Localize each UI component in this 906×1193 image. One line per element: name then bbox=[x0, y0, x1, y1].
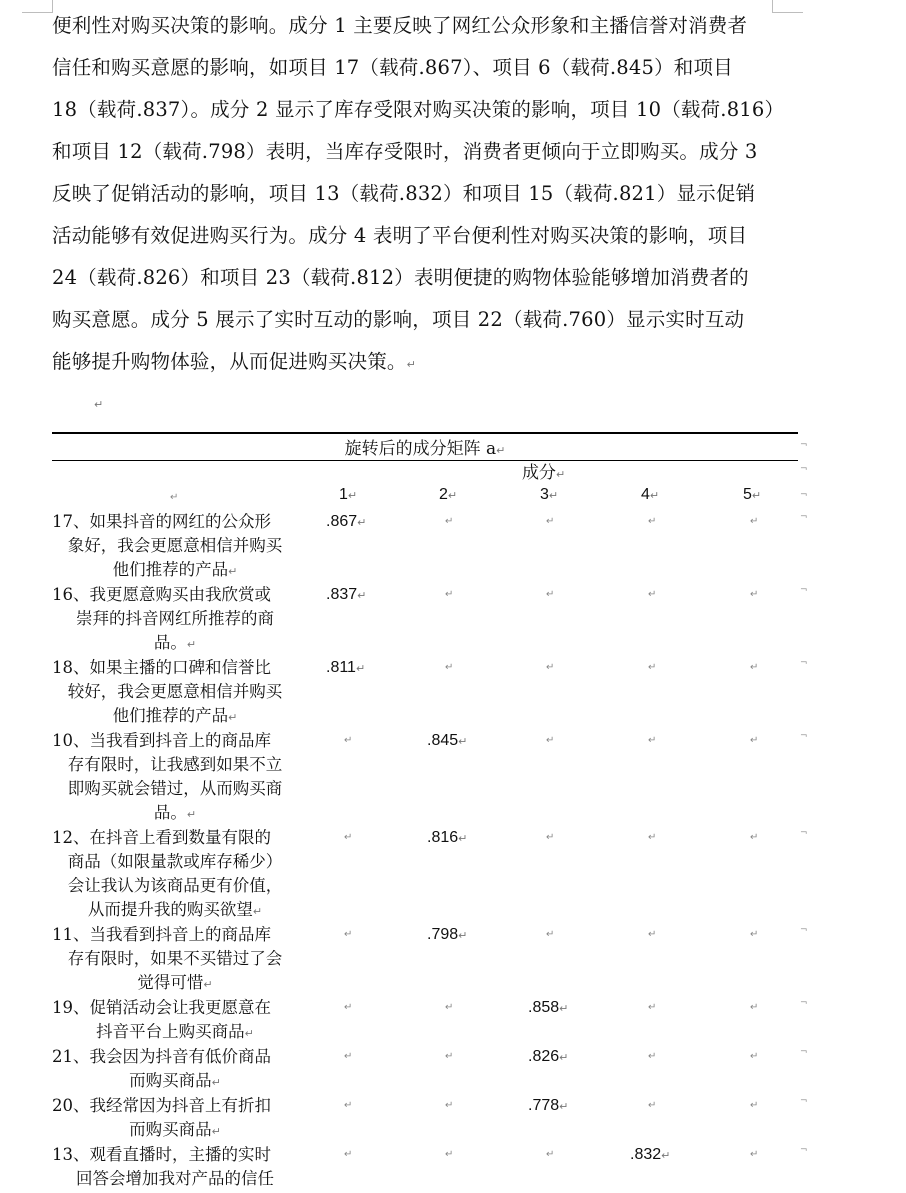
row-label bbox=[52, 923, 298, 997]
row-label-line: 21、我会因为抖音有低价商品 bbox=[52, 1047, 271, 1066]
paragraph-line: 购买意愿。成分 5 展示了实时互动的影响，项目 22（载荷.760）显示实时互动 bbox=[52, 308, 745, 331]
row-label bbox=[52, 826, 298, 924]
row-end-marker: ¬ bbox=[800, 658, 808, 668]
row-label-line: 商品（如限量款或库存稀少） bbox=[67, 852, 283, 871]
row-label bbox=[52, 583, 298, 657]
empty-cell-mark: ↵ bbox=[344, 735, 353, 746]
row-label bbox=[52, 1143, 298, 1191]
title-return-mark: ↵ bbox=[496, 444, 506, 457]
row-label-line: 觉得可惜↵ bbox=[137, 973, 213, 992]
table-row bbox=[52, 996, 808, 1044]
paragraph-return-mark: ↵ bbox=[406, 358, 417, 371]
empty-cell-mark: ↵ bbox=[750, 929, 759, 940]
paragraph-line: 18（载荷.837）。成分 2 显示了库存受限对购买决策的影响，项目 10（载荷.816） bbox=[52, 98, 785, 121]
table-row bbox=[52, 729, 808, 825]
row-label-line: 会让我认为该商品更有价值， bbox=[67, 876, 283, 895]
row-label-line: 存有限时，让我感到如果不立 bbox=[67, 755, 283, 774]
row-label-line: 他们推荐的产品↵ bbox=[112, 706, 238, 725]
column-header-1: 1↵ bbox=[339, 486, 358, 503]
loading-value: .811↵ bbox=[326, 659, 366, 676]
row-label-line: 品。↵ bbox=[153, 633, 197, 652]
row-label-line: 19、促销活动会让我更愿意在 bbox=[52, 998, 271, 1017]
row-label bbox=[52, 510, 298, 584]
empty-cell-mark: ↵ bbox=[648, 589, 657, 600]
row-label-line: 13、观看直播时，主播的实时 bbox=[52, 1145, 271, 1164]
empty-cell-mark: ↵ bbox=[546, 1149, 555, 1160]
row-end-marker: ¬ bbox=[800, 1145, 808, 1155]
empty-cell-mark: ↵ bbox=[648, 929, 657, 940]
row-end-marker: ¬ bbox=[800, 464, 808, 474]
row-label bbox=[52, 656, 298, 730]
row-end-marker: ¬ bbox=[800, 1096, 808, 1106]
row-label-line: 16、我更愿意购买由我欣赏或 bbox=[52, 585, 271, 604]
row-label-line: 而购买商品↵ bbox=[129, 1120, 221, 1139]
row-label bbox=[52, 1045, 298, 1095]
column-header-5: 5↵ bbox=[743, 486, 762, 503]
empty-cell-mark: ↵ bbox=[344, 1100, 353, 1111]
row-end-marker: ¬ bbox=[800, 440, 808, 450]
table-title-text: 旋转后的成分矩阵 a bbox=[344, 439, 497, 459]
loading-value: .837↵ bbox=[326, 586, 367, 603]
table-title-rule bbox=[52, 460, 798, 461]
row-end-marker: ¬ bbox=[800, 925, 808, 935]
row-label-line: 品。↵ bbox=[153, 803, 197, 822]
paragraph-text: 能够提升购物体验，从而促进购买决策。 bbox=[52, 350, 407, 373]
empty-cell-mark: ↵ bbox=[344, 832, 353, 843]
table-top-rule bbox=[52, 432, 798, 434]
empty-cell-mark: ↵ bbox=[546, 589, 555, 600]
header-return-mark: ↵ bbox=[556, 468, 566, 481]
table-row bbox=[52, 510, 808, 582]
table-row bbox=[52, 1045, 808, 1093]
row-end-marker: ¬ bbox=[800, 490, 808, 500]
empty-cell-mark: ↵ bbox=[648, 832, 657, 843]
empty-cell-mark: ↵ bbox=[344, 1051, 353, 1062]
column-header-4: 4↵ bbox=[641, 486, 660, 503]
row-label-line: 11、当我看到抖音上的商品库 bbox=[52, 925, 271, 944]
empty-cell-mark: ↵ bbox=[445, 662, 454, 673]
row-label-line: 抖音平台上购买商品↵ bbox=[96, 1022, 254, 1041]
empty-cell-mark: ↵ bbox=[445, 589, 454, 600]
row-end-marker: ¬ bbox=[800, 585, 808, 595]
empty-cell-mark: ↵ bbox=[750, 832, 759, 843]
row-label-line: 10、当我看到抖音上的商品库 bbox=[52, 731, 271, 750]
loading-value: .845↵ bbox=[427, 732, 468, 749]
row-label-line: 较好，我会更愿意相信并购买 bbox=[67, 682, 283, 701]
empty-cell-mark: ↵ bbox=[546, 735, 555, 746]
component-group-header bbox=[522, 462, 565, 486]
row-end-marker: ¬ bbox=[800, 998, 808, 1008]
row-label-line: 象好，我会更愿意相信并购买 bbox=[67, 536, 283, 555]
body-paragraph bbox=[52, 6, 802, 384]
row-end-marker: ¬ bbox=[800, 731, 808, 741]
table-row bbox=[52, 923, 808, 995]
empty-cell-mark: ↵ bbox=[546, 929, 555, 940]
empty-cell-mark: ↵ bbox=[546, 832, 555, 843]
row-label-line: 20、我经常因为抖音上有折扣 bbox=[52, 1096, 271, 1115]
empty-cell-mark: ↵ bbox=[750, 1002, 759, 1013]
empty-cell-mark: ↵ bbox=[648, 1051, 657, 1062]
loading-value: .832↵ bbox=[630, 1146, 671, 1163]
empty-cell-mark: ↵ bbox=[445, 1051, 454, 1062]
paragraph-line: 活动能够有效促进购买行为。成分 4 表明了平台便利性对购买决策的影响，项目 bbox=[52, 224, 748, 247]
loading-value: .778↵ bbox=[528, 1097, 569, 1114]
empty-cell-mark: ↵ bbox=[546, 516, 555, 527]
empty-cell-mark: ↵ bbox=[750, 516, 759, 527]
table-row bbox=[52, 1094, 808, 1142]
empty-header-cell-mark: ↵ bbox=[170, 492, 179, 503]
loading-value: .858↵ bbox=[528, 999, 569, 1016]
crop-mark-left bbox=[22, 0, 53, 13]
row-label-line: 从而提升我的购买欲望↵ bbox=[87, 900, 263, 919]
table-row bbox=[52, 1143, 808, 1191]
paragraph-line: 信任和购买意愿的影响，如项目 17（载荷.867）、项目 6（载荷.845）和项目 bbox=[52, 56, 733, 79]
table-title bbox=[52, 438, 798, 462]
row-label-line: 17、如果抖音的网红的公众形 bbox=[52, 512, 271, 531]
empty-cell-mark: ↵ bbox=[750, 1100, 759, 1111]
row-label bbox=[52, 996, 298, 1046]
empty-cell-mark: ↵ bbox=[648, 1002, 657, 1013]
empty-cell-mark: ↵ bbox=[546, 662, 555, 673]
row-end-marker: ¬ bbox=[800, 828, 808, 838]
empty-cell-mark: ↵ bbox=[445, 1100, 454, 1111]
row-label-line: 而购买商品↵ bbox=[129, 1071, 221, 1090]
table-row bbox=[52, 583, 808, 655]
empty-cell-mark: ↵ bbox=[750, 662, 759, 673]
row-end-marker: ¬ bbox=[800, 1047, 808, 1057]
empty-cell-mark: ↵ bbox=[445, 516, 454, 527]
table-row bbox=[52, 656, 808, 728]
row-label-line: 12、在抖音上看到数量有限的 bbox=[52, 828, 271, 847]
empty-cell-mark: ↵ bbox=[344, 1002, 353, 1013]
row-end-marker: ¬ bbox=[800, 512, 808, 522]
empty-cell-mark: ↵ bbox=[648, 516, 657, 527]
paragraph-line: 和项目 12（载荷.798）表明，当库存受限时，消费者更倾向于立即购买。成分 3 bbox=[52, 140, 758, 163]
row-label bbox=[52, 1094, 298, 1144]
component-header-text: 成分 bbox=[522, 463, 556, 483]
paragraph-line-last bbox=[52, 342, 802, 384]
empty-cell-mark: ↵ bbox=[344, 1149, 353, 1160]
column-header-3: 3↵ bbox=[540, 486, 559, 503]
loading-value: .867↵ bbox=[326, 513, 367, 530]
paragraph-line: 反映了促销活动的影响，项目 13（载荷.832）和项目 15（载荷.821）显示促销 bbox=[52, 182, 756, 205]
paragraph-line: 便利性对购买决策的影响。成分 1 主要反映了网红公众形象和主播信誉对消费者 bbox=[52, 14, 748, 37]
loading-value: .816↵ bbox=[427, 829, 468, 846]
column-header-2: 2↵ bbox=[439, 486, 458, 503]
empty-cell-mark: ↵ bbox=[648, 662, 657, 673]
empty-paragraph-mark: ↵ bbox=[94, 398, 104, 411]
empty-cell-mark: ↵ bbox=[344, 929, 353, 940]
table-row bbox=[52, 826, 808, 922]
loading-value: .826↵ bbox=[528, 1048, 569, 1065]
row-label-line: 崇拜的抖音网红所推荐的商 bbox=[76, 609, 274, 628]
row-label bbox=[52, 729, 298, 827]
empty-cell-mark: ↵ bbox=[750, 589, 759, 600]
row-label-line: 他们推荐的产品↵ bbox=[112, 560, 238, 579]
empty-cell-mark: ↵ bbox=[750, 735, 759, 746]
paragraph-line: 24（载荷.826）和项目 23（载荷.812）表明便捷的购物体验能够增加消费者的 bbox=[52, 266, 749, 289]
empty-cell-mark: ↵ bbox=[648, 1100, 657, 1111]
row-label-line: 18、如果主播的口碑和信誉比 bbox=[52, 658, 271, 677]
empty-cell-mark: ↵ bbox=[648, 735, 657, 746]
empty-cell-mark: ↵ bbox=[750, 1149, 759, 1160]
row-label-line: 存有限时，如果不买错过了会 bbox=[67, 949, 283, 968]
row-label-line: 即购买就会错过，从而购买商 bbox=[67, 779, 283, 798]
empty-cell-mark: ↵ bbox=[445, 1149, 454, 1160]
empty-cell-mark: ↵ bbox=[445, 1002, 454, 1013]
row-label-line: 回答会增加我对产品的信任 bbox=[76, 1169, 274, 1188]
empty-cell-mark: ↵ bbox=[750, 1051, 759, 1062]
loading-value: .798↵ bbox=[427, 926, 468, 943]
